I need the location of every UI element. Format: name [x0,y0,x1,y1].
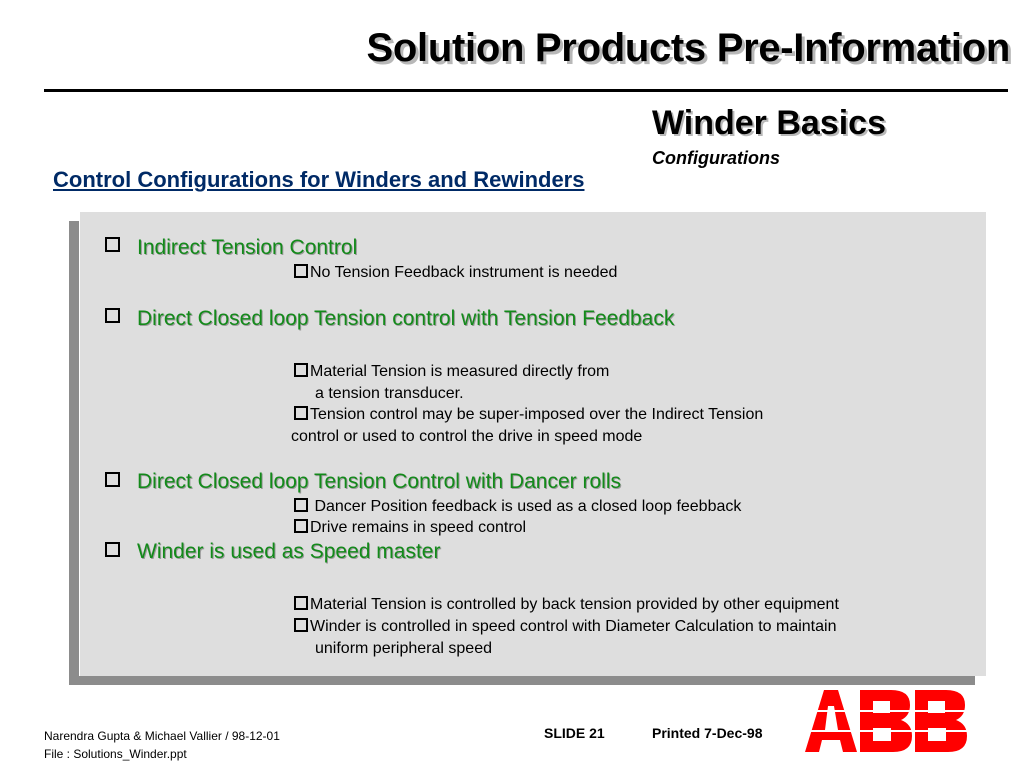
item-detail: a tension transducer. [315,385,464,402]
slide-number: SLIDE 21 [544,725,605,741]
item-detail: uniform peripheral speed [315,640,492,657]
checkbox-bullet-icon [294,264,308,278]
checkbox-bullet-icon [105,472,120,487]
checkbox-bullet-icon [294,596,308,610]
checkbox-bullet-icon [294,406,308,420]
item-detail: Winder is controlled in speed control with Diameter Calculation to maintain [294,617,836,637]
item-detail: Tension control may be super-imposed over the Indirect Tension [294,405,763,425]
checkbox-bullet-icon [294,618,308,632]
checkbox-bullet-icon [105,237,120,252]
item-dancer-rolls-label: Direct Closed loop Tension Control with Dancer rolls [137,470,621,493]
item-detail: No Tension Feedback instrument is needed [294,263,617,283]
checkbox-bullet-icon [294,363,308,377]
item-speed-master-label: Winder is used as Speed master [137,540,441,563]
abb-logo [805,690,967,752]
item-direct-tension-feedback-label: Direct Closed loop Tension control with Tension Feedback [137,307,675,330]
section-subtitle: Configurations [652,148,780,168]
content-panel [79,211,986,676]
item-detail: control or used to control the drive in speed mode [291,428,643,445]
section-title: Winder Basics [652,104,886,142]
footer-file: File : Solutions_Winder.ppt [44,747,187,761]
footer-credits [44,727,280,763]
printed-date: Printed 7-Dec-98 [652,725,763,741]
item-detail: Drive remains in speed control [294,518,526,538]
item-detail: Material Tension is measured directly from [294,362,609,382]
checkbox-bullet-icon [294,498,308,512]
checkbox-bullet-icon [105,542,120,557]
item-indirect-tension-label: Indirect Tension Control [137,236,358,259]
slide-title: Solution Products Pre-Information [366,26,1010,70]
footer-authors: Narendra Gupta & Michael Vallier / 98-12-01 [44,729,280,743]
content-heading: Control Configurations for Winders and Rewinders [53,167,585,192]
item-detail: Material Tension is controlled by back tension provided by other equipment [294,595,839,615]
checkbox-bullet-icon [294,519,308,533]
title-divider [44,89,1008,92]
item-detail: Dancer Position feedback is used as a closed loop feebback [294,497,741,517]
checkbox-bullet-icon [105,308,120,323]
